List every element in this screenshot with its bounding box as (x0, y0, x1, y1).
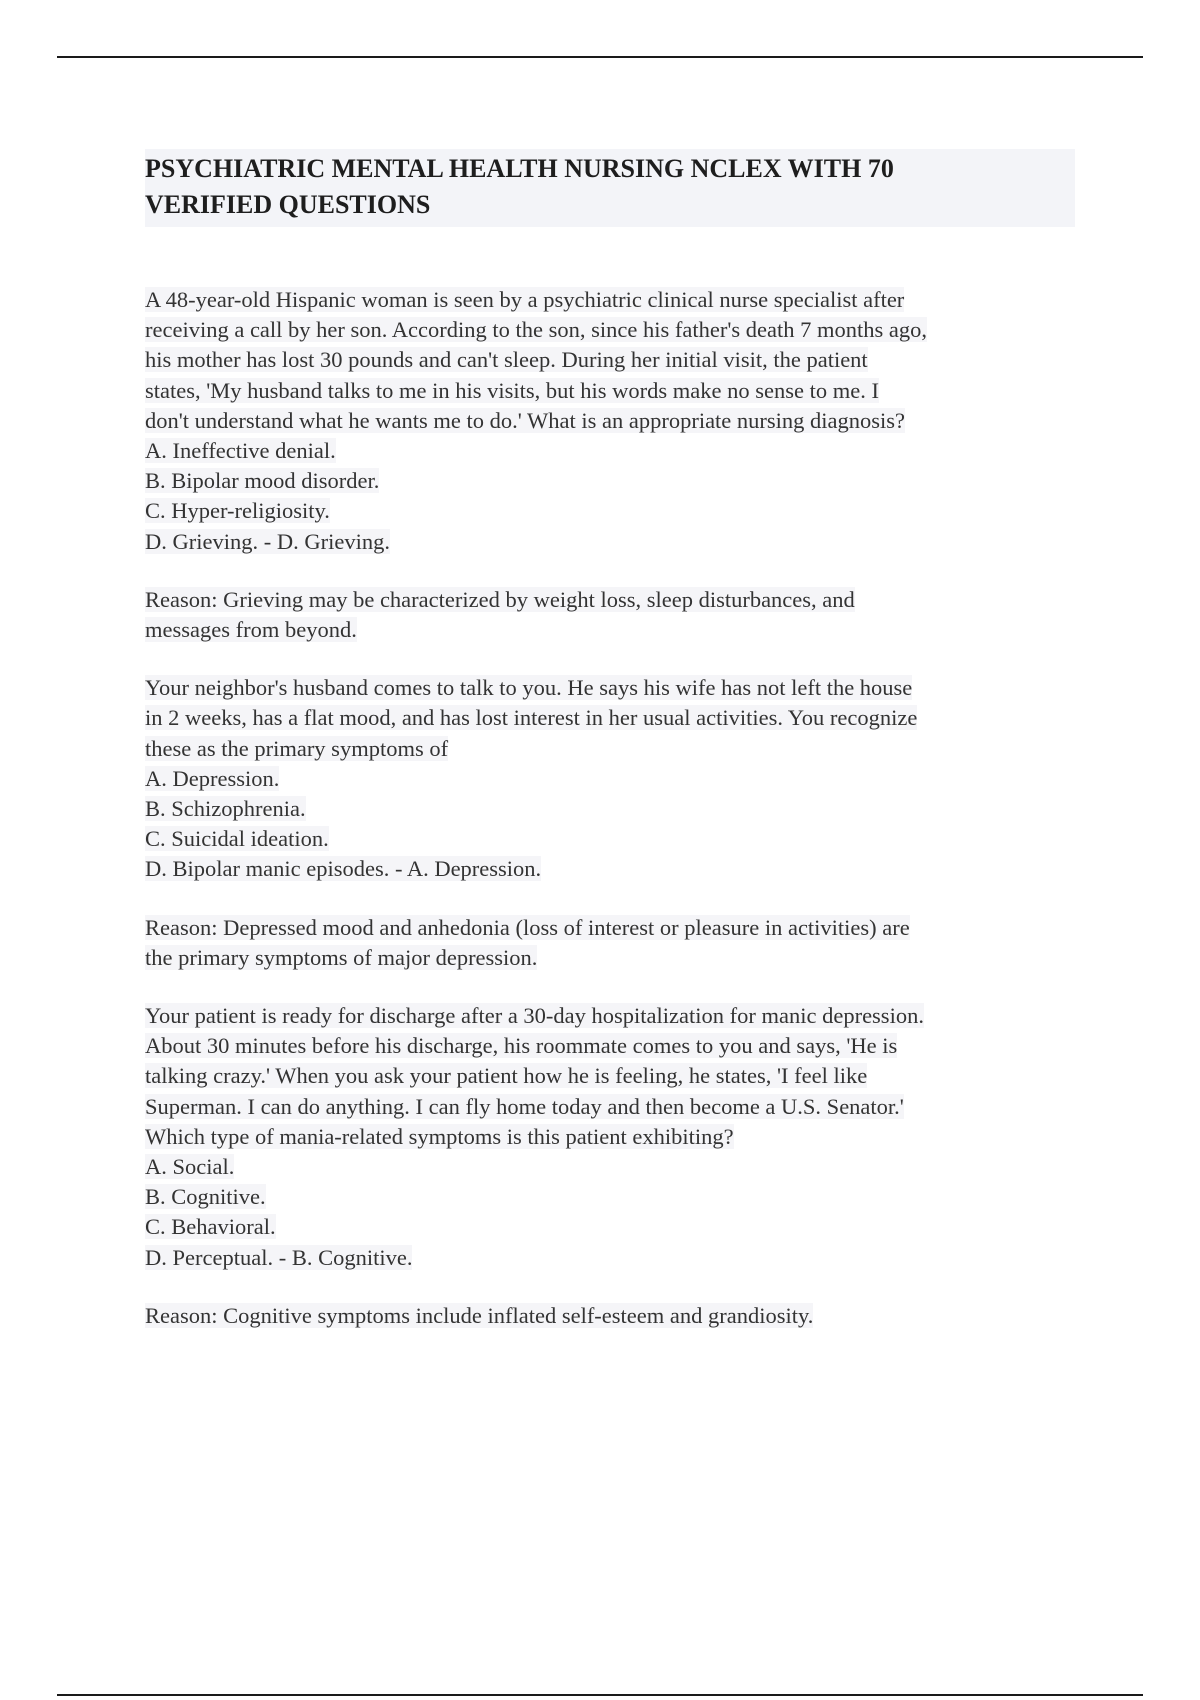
stem-line: Your patient is ready for discharge after a 30-day hospitalization for manic depression. (145, 1003, 924, 1029)
stem-line: in 2 weeks, has a flat mood, and has lost interest in her usual activities. You recognize (145, 705, 918, 731)
question-3 (145, 1001, 1075, 1331)
stem-line: receiving a call by her son. According to the son, since his father's death 7 months ago, (145, 317, 927, 343)
document-title-block (145, 149, 1075, 227)
answer-option: C. Hyper-religiosity. (145, 498, 330, 524)
question-stem (145, 1001, 1075, 1152)
answer-option: A. Social. (145, 1154, 235, 1180)
stem-line: About 30 minutes before his discharge, his roommate comes to you and says, 'He is (145, 1033, 898, 1059)
reason-line: Reason: Depressed mood and anhedonia (loss of interest or pleasure in activities) are (145, 914, 910, 940)
spacer (145, 645, 1075, 673)
answer-option: B. Bipolar mood disorder. (145, 468, 380, 494)
answer-options (145, 436, 1075, 557)
stem-line: don't understand what he wants me to do.' What is an appropriate nursing diagnosis? (145, 407, 906, 433)
stem-line: A 48-year-old Hispanic woman is seen by a psychiatric clinical nurse specialist after (145, 287, 905, 312)
answer-option: D. Perceptual. - B. Cognitive. (145, 1244, 413, 1270)
spacer (145, 1273, 1075, 1301)
stem-line: his mother has lost 30 pounds and can't sleep. During her initial visit, the patient (145, 347, 868, 373)
question-1 (145, 285, 1075, 645)
answer-option: C. Behavioral. (145, 1214, 276, 1240)
question-2 (145, 673, 1075, 973)
reason-line: messages from beyond. (145, 617, 357, 643)
answer-option: A. Ineffective denial. (145, 438, 336, 464)
answer-reason (145, 585, 1075, 645)
bottom-rule (57, 1694, 1143, 1696)
spacer (145, 973, 1075, 1001)
reason-line: the primary symptoms of major depression. (145, 944, 538, 970)
answer-option: C. Suicidal ideation. (145, 826, 329, 852)
top-rule (57, 56, 1143, 58)
title-line: VERIFIED QUESTIONS (145, 190, 431, 219)
spacer (145, 557, 1075, 585)
answer-option: A. Depression. (145, 765, 280, 791)
document-title (145, 151, 1069, 223)
title-line: PSYCHIATRIC MENTAL HEALTH NURSING NCLEX WITH 70 (145, 154, 894, 183)
answer-option: D. Bipolar manic episodes. - A. Depression. (145, 856, 542, 882)
question-stem (145, 285, 1075, 436)
stem-line: states, 'My husband talks to me in his visits, but his words make no sense to me. I (145, 377, 879, 403)
stem-line: these as the primary symptoms of (145, 735, 449, 761)
document-content (145, 149, 1075, 1331)
answer-reason (145, 1301, 1075, 1331)
spacer (145, 885, 1075, 913)
answer-option: D. Grieving. - D. Grieving. (145, 528, 390, 554)
reason-line: Reason: Cognitive symptoms include inflated self-esteem and grandiosity. (145, 1302, 814, 1328)
stem-line: talking crazy.' When you ask your patient how he is feeling, he states, 'I feel like (145, 1063, 868, 1089)
stem-line: Your neighbor's husband comes to talk to you. He says his wife has not left the house (145, 675, 913, 701)
stem-line: Which type of mania-related symptoms is this patient exhibiting? (145, 1123, 734, 1149)
answer-reason (145, 913, 1075, 973)
answer-option: B. Cognitive. (145, 1184, 266, 1210)
stem-line: Superman. I can do anything. I can fly home today and then become a U.S. Senator.' (145, 1093, 904, 1119)
answer-option: B. Schizophrenia. (145, 796, 306, 822)
reason-line: Reason: Grieving may be characterized by weight loss, sleep disturbances, and (145, 586, 855, 612)
answer-options (145, 1152, 1075, 1273)
answer-options (145, 764, 1075, 885)
question-stem (145, 673, 1075, 764)
